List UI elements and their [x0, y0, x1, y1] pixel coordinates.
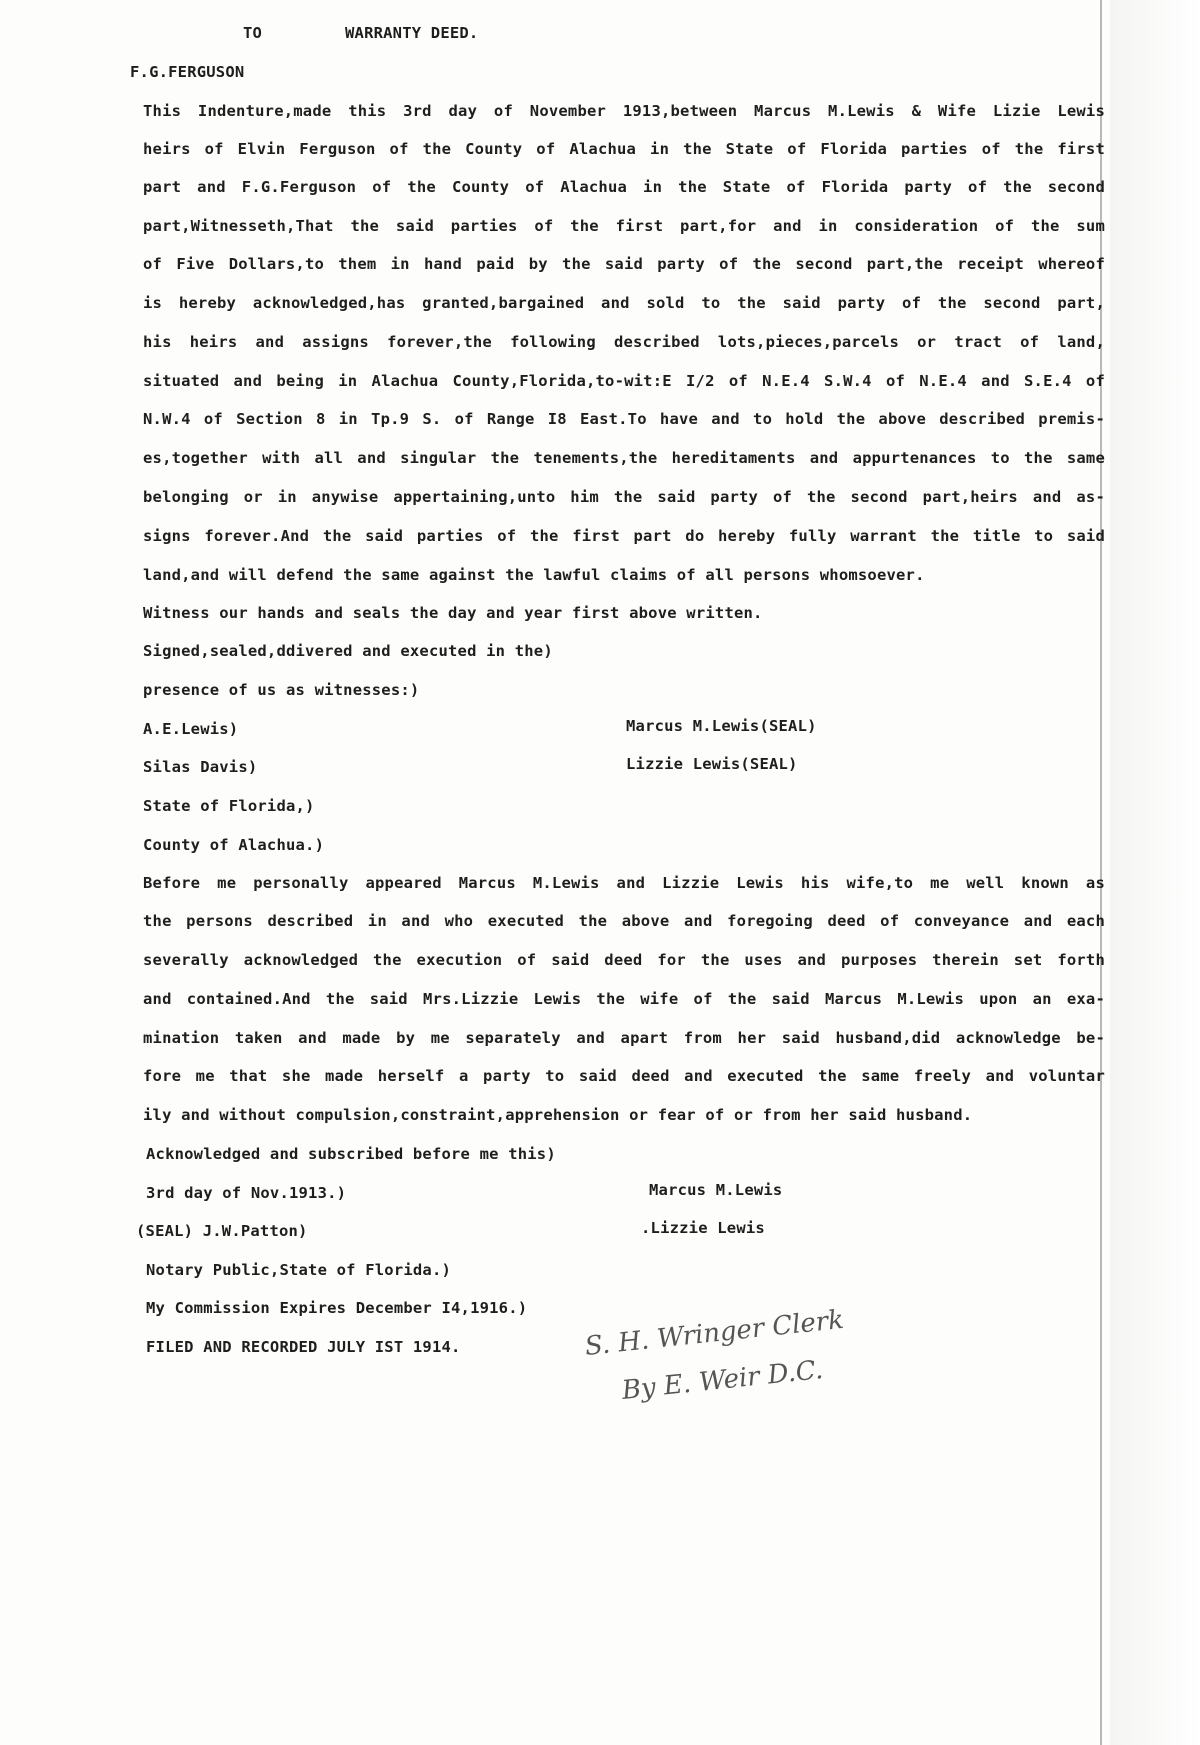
deed-line: N.W.4 of Section 8 in Tp.9 S. of Range I8 East.To have and to hold the above described premis-	[143, 410, 1105, 428]
filed-recorded: FILED AND RECORDED JULY IST 1914.	[146, 1338, 461, 1356]
deed-line: part and F.G.Ferguson of the County of Alachua in the State of Florida party of the second	[143, 178, 1105, 196]
grantor-seal: Marcus M.Lewis(SEAL)	[626, 717, 817, 735]
grantee-name: F.G.FERGUSON	[130, 63, 245, 81]
deed-line: of Five Dollars,to them in hand paid by the said party of the second part,the receipt whereof	[143, 255, 1105, 273]
notary-line: My Commission Expires December I4,1916.)	[146, 1299, 528, 1317]
deed-line: belonging or in anywise appertaining,unto him the said party of the second part,heirs and as-	[143, 488, 1105, 506]
deed-line: heirs of Elvin Ferguson of the County of Alachua in the State of Florida parties of the first	[143, 140, 1105, 158]
ack-line: Before me personally appeared Marcus M.Lewis and Lizzie Lewis his wife,to me well known as	[143, 874, 1105, 892]
ack-line: the persons described in and who executed the above and foregoing deed of conveyance and each	[143, 912, 1105, 930]
ack-line: fore me that she made herself a party to said deed and executed the same freely and voluntar	[143, 1067, 1105, 1085]
deed-line: part,Witnesseth,That the said parties of the first part,for and in consideration of the sum	[143, 217, 1105, 235]
deed-line: situated and being in Alachua County,Florida,to-wit:E I/2 of N.E.4 S.W.4 of N.E.4 and S.E.4 of	[143, 372, 1105, 390]
signed-line: Signed,sealed,ddivered and executed in the)	[143, 642, 553, 660]
deed-line: his heirs and assigns forever,the following described lots,pieces,parcels or tract of land,	[143, 333, 1105, 351]
venue-county: County of Alachua.)	[143, 836, 325, 854]
deed-line: signs forever.And the said parties of the first part do hereby fully warrant the title to said	[143, 527, 1105, 545]
ack-line: mination taken and made by me separately and apart from her said husband,did acknowledge be-	[143, 1029, 1105, 1047]
document-title: WARRANTY DEED.	[345, 24, 479, 42]
deputy-clerk-signature: By E. Weir D.C.	[620, 1354, 825, 1406]
deed-line: is hereby acknowledged,has granted,bargained and sold to the said party of the second part,	[143, 294, 1105, 312]
notary-line: (SEAL) J.W.Patton)	[136, 1222, 308, 1240]
clerk-signature: S. H. Wringer Clerk	[583, 1304, 846, 1362]
ack-line: ily and without compulsion,constraint,apprehension or fear of or from her said husband.	[143, 1106, 973, 1124]
witness-name: A.E.Lewis)	[143, 720, 239, 738]
deed-line: es,together with all and singular the tenements,the hereditaments and appurtenances to the same	[143, 449, 1105, 467]
signed-line: presence of us as witnesses:)	[143, 681, 420, 699]
venue-state: State of Florida,)	[143, 797, 315, 815]
witness-line: Witness our hands and seals the day and year first above written.	[143, 604, 763, 622]
ack-signature: .Lizzie Lewis	[641, 1219, 765, 1237]
grantor-seal: Lizzie Lewis(SEAL)	[626, 755, 798, 773]
deed-line: land,and will defend the same against the lawful claims of all persons whomsoever.	[143, 566, 925, 584]
deed-line: This Indenture,made this 3rd day of November 1913,between Marcus M.Lewis & Wife Lizie Lewis	[143, 102, 1105, 120]
ack-line: and contained.And the said Mrs.Lizzie Lewis the wife of the said Marcus M.Lewis upon an exa-	[143, 990, 1105, 1008]
notary-line: Notary Public,State of Florida.)	[146, 1261, 452, 1279]
notary-line: Acknowledged and subscribed before me this)	[146, 1145, 556, 1163]
ack-signature: Marcus M.Lewis	[649, 1181, 783, 1199]
header-to: TO	[243, 24, 263, 42]
witness-name: Silas Davis)	[143, 758, 258, 776]
page-edge-shadow	[1110, 0, 1200, 1745]
notary-line: 3rd day of Nov.1913.)	[146, 1184, 347, 1202]
ack-line: severally acknowledged the execution of said deed for the uses and purposes therein set forth	[143, 951, 1105, 969]
